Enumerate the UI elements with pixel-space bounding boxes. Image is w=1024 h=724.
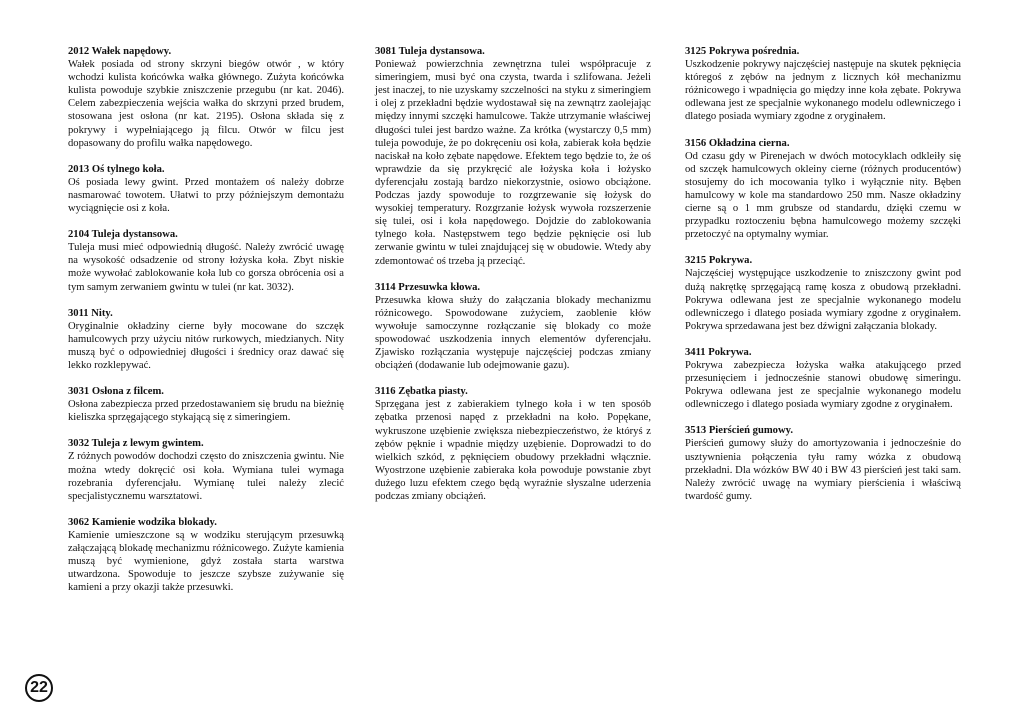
catalog-entry bbox=[375, 281, 651, 373]
column-right bbox=[685, 45, 961, 516]
catalog-entry bbox=[685, 346, 961, 411]
column-middle bbox=[375, 45, 651, 516]
entry-text: Przesuwka kłowa służy do załączania blokady mechanizmu różnicowego. Spowodowane zużyciem, zaoblenie kłów wywołuje samoczynne rozłączanie się blokady co może spowodować uszkodzenia innych elementów dyferencjału. Zjawisko rozłączania występuje najczęściej podczas zmiany obciążeń (dodawanie lub odejmowanie gazu). bbox=[375, 294, 651, 372]
entry-title: 3156 Okładzina cierna. bbox=[685, 137, 790, 149]
catalog-entry bbox=[68, 163, 344, 215]
entry-text: Z różnych powodów dochodzi często do zniszczenia gwintu. Nie można wtedy dokręcić osi koła. Wymiana tulei wymaga rozebrania dyferencjału. Wymianę tulei należy zlecić specjalistycznemu warsztatowi. bbox=[68, 451, 344, 502]
entry-text: Pokrywa zabezpiecza łożyska wałka atakującego przed przesunięciem i jednocześnie stanowi obudowę simeringu. Pokrywa odlewana jest ze specjalnie wykonanego modelu odlewniczego i dlatego posiada wymiary zgodne z oryginałem. bbox=[685, 359, 961, 411]
entry-text: Od czasu gdy w Pirenejach w dwóch motocyklach odkleiły się od szczęk hamulcowych okleiny cierne (różnych producentów) stosujemy do ich mocowania tylko i wyłącznie nity. Bęben hamulcowy w kole ma standardowo 250 mm. Nasze okładziny cierne są o 1 mm grubsze od standardu, dzięki czemu w przypadku roztoczeniu bębna hamulcowego możemy szczęki przetoczyć na optymalny wymiar. bbox=[685, 150, 961, 241]
catalog-entry bbox=[68, 307, 344, 372]
entry-text: Oś posiada lewy gwint. Przed montażem oś należy dobrze nasmarować towotem. Ułatwi to przy późniejszym demontażu wyciągnięcie osi z koła. bbox=[68, 176, 344, 215]
entry-text: Oryginalnie okładziny cierne były mocowane do szczęk hamulcowych przy użyciu nitów rurkowych, miedzianych. Nity muszą być o odpowiedniej długości i średnicy oraz dawać się lekko rozklepywać. bbox=[68, 320, 344, 371]
entry-title: 3031 Osłona z filcem. bbox=[68, 386, 164, 398]
catalog-entry bbox=[68, 385, 344, 424]
entry-title: 3215 Pokrywa. bbox=[685, 255, 753, 267]
entry-title: 3114 Przesuwka kłowa. bbox=[375, 281, 481, 293]
entry-text: Pierścień gumowy służy do amortyzowania i jednocześnie do usztywnienia połączenia tyłu ramy wózka z obudową przekładni. Dla wózków BW 40 i BW 43 pierścień jest taki sam. Należy zwrócić uwagę na wymiary pierścienia i właściwą twardość gumy. bbox=[685, 438, 961, 502]
catalog-entry bbox=[685, 45, 961, 124]
entry-title: 3116 Zębatka piasty. bbox=[375, 386, 468, 398]
catalog-entry bbox=[685, 254, 961, 333]
catalog-entry bbox=[68, 45, 344, 150]
entry-text: Najczęściej występujące uszkodzenie to zniszczony gwint pod dużą nakrętkę sprzęgającą ramę kosza z obudową przekładni. Pokrywa odlewana jest ze specjalnie wykonanego modelu odlewniczego i dlatego posiada wymiary zgodne z oryginałem. Pokrywa sprzedawana jest bez dźwigni załączania blokady. bbox=[685, 268, 961, 332]
catalog-entry bbox=[375, 385, 651, 503]
entry-title: 3081 Tuleja dystansowa. bbox=[375, 46, 485, 57]
catalog-entry bbox=[68, 516, 344, 595]
entry-title: 2012 Wałek napędowy. bbox=[68, 46, 172, 57]
entry-text: Osłona zabezpiecza przed przedostawaniem się brudu na bieżnię kieliszka sprzęgającego stykającą się z simeringiem. bbox=[68, 399, 344, 424]
entry-text: Kamienie umieszczone są w wodziku sterującym przesuwką załączającą blokadę mechanizmu różnicowego. Zużyte kamienia muszą być wymienione, gdyż została starta warstwa utwardzona. Spowoduje to jeszcze szybsze zużywanie się kamieni a przy okazji także przesuwki. bbox=[68, 529, 344, 594]
entry-text: Sprzęgana jest z zabierakiem tylnego koła i w ten sposób zębatka przenosi napęd z przekładni na koło. Popękane, wykruszone uzębienie zwiększa niebezpieczeństwo, że któryś z zębów pęknie i wpadnie między uzębienie. Doprowadzi to do wielkich szkód, z pęknięciem obudowy przekładni włącznie. Wyostrzone uzębienie zabieraka koła powoduje powstanie zbyt dużego luzu efektem czego będą wyraźnie słyszalne uderzenia podczas zmiany obciążeń. bbox=[375, 399, 651, 502]
entry-title: 3513 Pierścień gumowy. bbox=[685, 425, 793, 437]
catalog-entry bbox=[375, 45, 651, 268]
entry-title: 2013 Oś tylnego koła. bbox=[68, 163, 165, 175]
page-number: 22 bbox=[30, 679, 48, 696]
catalog-entry bbox=[68, 437, 344, 502]
entry-text: Ponieważ powierzchnia zewnętrzna tulei współpracuje z simeringiem, musi być ona czysta, twarda i szlifowana. Jeżeli jest inaczej, to nie uzyskamy szczelności na styku z simeringiem i olej z przekładni będzie wydostawał się na zewnątrz zaolejając między innymi szczęki hamulcowe. Także utrzymanie właściwej długości tulei jest bardzo ważne. Za krótka (wystarczy 0,5 mm) tuleja powoduje, że po dokręceniu osi koła, zabierak koła będzie naciskał na koło zębate napędowe. Efektem tego będzie to, że oś wprawdzie da się przykręcić ale łożyska koła i łożysko dyferencjału zostają bardzo niekorzystnie, osiowo obciążone. Podczas jazdy spowoduje to rozgrzewanie się łożysk do wysokiej temperatury. Rozgrzanie łożysk wywoła rozszerzenie się tulei, osi i koła napędowego. Dojdzie do zablokowania tylnego koła. Następstwem tego będzie pęknięcie osi lub zerwanie gwintu w tulei znajdującej się w obudowie. Wtedy aby zdemontować oś trzeba ją przeciąć. bbox=[375, 59, 651, 267]
catalog-entry bbox=[685, 424, 961, 503]
entry-title: 3125 Pokrywa pośrednia. bbox=[685, 46, 800, 57]
entry-title: 2104 Tuleja dystansowa. bbox=[68, 229, 178, 241]
page-number-badge bbox=[25, 674, 53, 702]
entry-text: Uszkodzenie pokrywy najczęściej następuje na skutek pęknięcia któregoś z zębów na jednym z licznych kół mechanizmu różnicowego i wpadnięcia go między inne koła zębate. Pokrywa odlewana jest ze specjalnie wykonanego modelu odlewniczego i dlatego posiada wymiary zgodne z oryginałem. bbox=[685, 59, 961, 123]
column-left bbox=[68, 45, 344, 607]
catalog-entry bbox=[68, 228, 344, 293]
catalog-entry bbox=[685, 137, 961, 242]
entry-title: 3011 Nity. bbox=[68, 307, 113, 319]
entry-text: Tuleja musi mieć odpowiednią długość. Należy zwrócić uwagę na wysokość odsadzenie od strony łożyska koła. Zbyt niskie może wywołać zablokowanie koła lub co gorsza obrócenia osi a tym samym zerwaniem gwintu w tulei (nr kat. 3032). bbox=[68, 242, 344, 293]
entry-title: 3032 Tuleja z lewym gwintem. bbox=[68, 438, 204, 450]
entry-title: 3062 Kamienie wodzika blokady. bbox=[68, 516, 217, 528]
entry-text: Wałek posiada od strony skrzyni biegów otwór , w który wchodzi kulista końcówka wałka głównego. Zużyta końcówka kulista powoduje szybkie zniszczenie przegubu (nr kat. 2046). Celem zabezpieczenia wejścia wałka do skrzyni przed brudem, stosowana jest osłona (nr kat. 2195). Osłona składa się z pokrywy i wypełniającego ją filcu. Otwór w filcu jest dopasowany do profilu wałka napędowego. bbox=[68, 59, 344, 149]
entry-title: 3411 Pokrywa. bbox=[685, 346, 752, 358]
